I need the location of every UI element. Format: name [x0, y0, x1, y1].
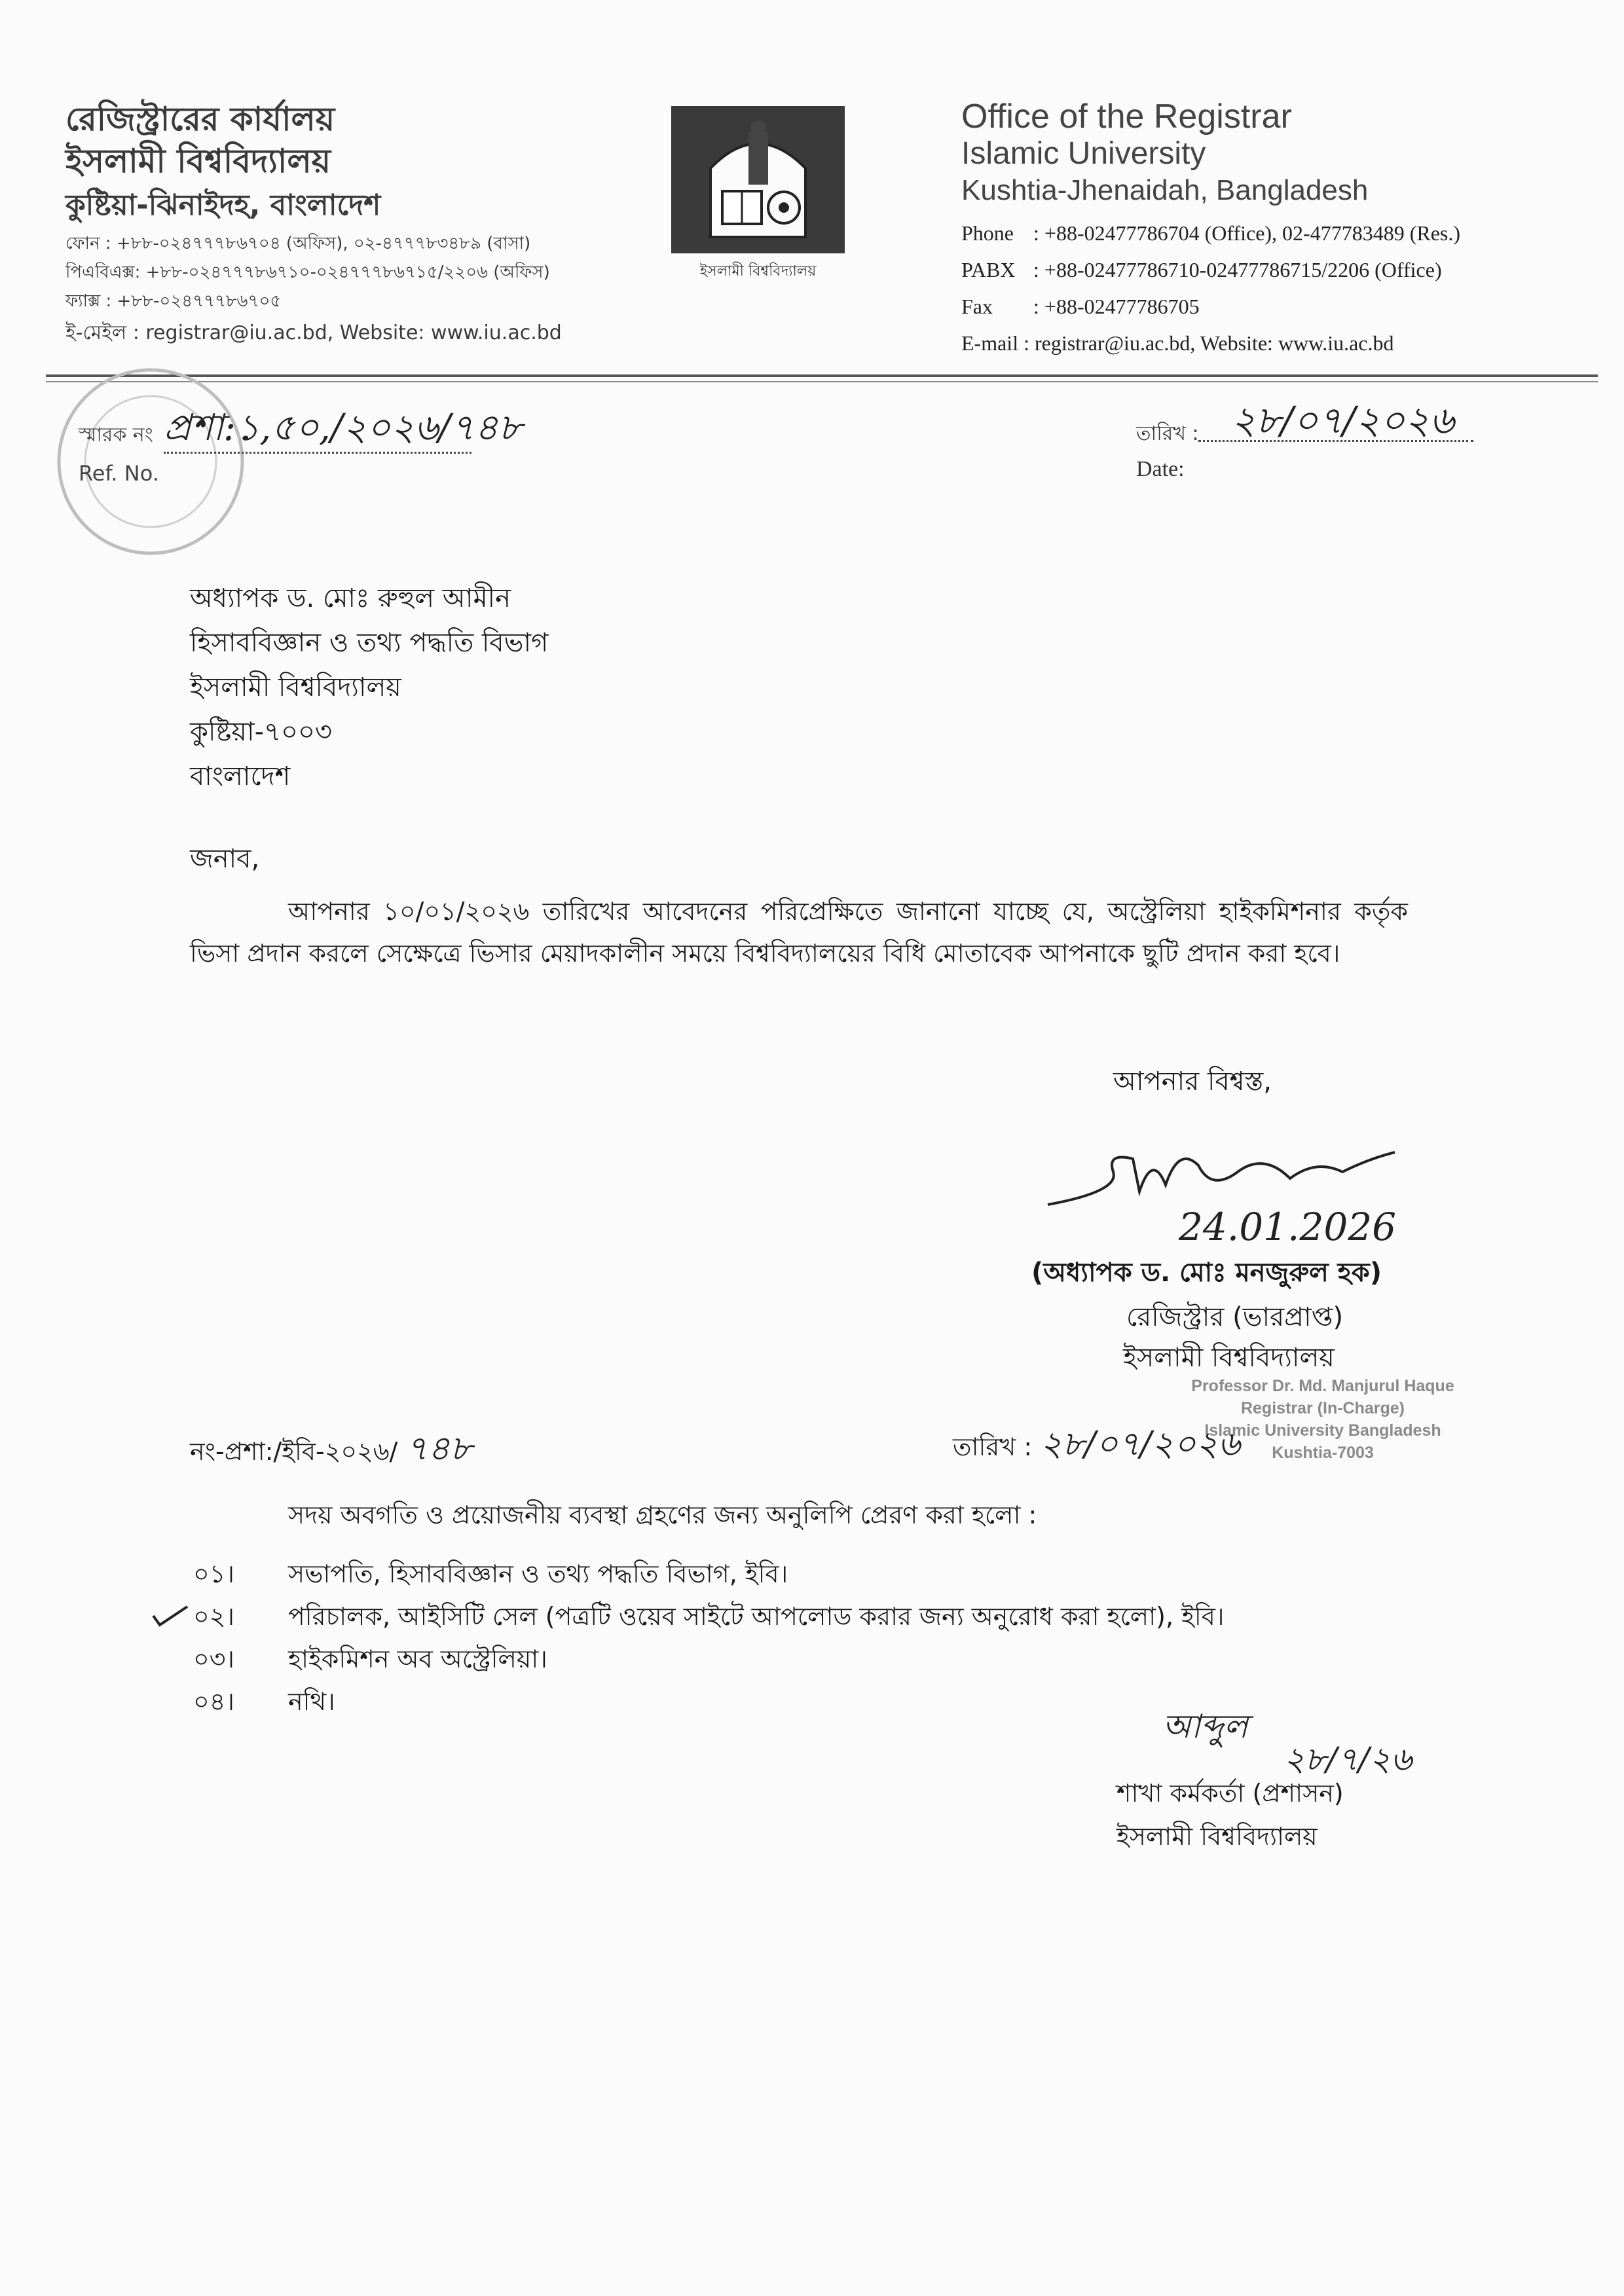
email-bn: ই-মেইল : registrar@iu.ac.bd, Website: www.iu.ac.bd: [65, 321, 562, 344]
stamp-title: Registrar (In-Charge): [1240, 1399, 1405, 1417]
letterhead-bn: [65, 98, 562, 351]
list-item-text: হাইকমিশন অব অস্ট্রেলিয়া।: [288, 1645, 547, 1673]
copy-intro: সদয় অবগতি ও প্রয়োজনীয় ব্যবস্থা গ্রহণের জন্য অনুলিপি প্রেরণ করা হলো :: [288, 1501, 1037, 1529]
list-item-text: পরিচালক, আইসিটি সেল (পত্রটি ওয়েব সাইটে আপলোড করার জন্য অনুরোধ করা হলো), ইবি।: [288, 1602, 1225, 1631]
signature-date: 24.01.2026: [1179, 1205, 1397, 1249]
recipient-university: ইসলামী বিশ্ববিদ্যালয়: [190, 672, 401, 702]
letterhead-contact-en: [961, 215, 1460, 361]
list-item-number: ০১।: [193, 1559, 234, 1588]
fax-en: : +88-02477786705: [1033, 295, 1200, 318]
header-divider: [46, 374, 1598, 377]
pabx-en-label: PABX: [961, 258, 1016, 282]
list-item-number: ০৩।: [193, 1645, 235, 1673]
signatory-institution: ইসলামী বিশ্ববিদ্যালয়: [1123, 1343, 1335, 1373]
list-item-number: ০৪।: [193, 1687, 234, 1716]
copy-date: [953, 1417, 1240, 1474]
officer-title: শাখা কর্মকর্তা (প্রশাসন): [1116, 1779, 1344, 1808]
stamp-city: Kushtia-7003: [1272, 1444, 1374, 1462]
location-en: Kushtia-Jhenaidah, Bangladesh: [961, 174, 1369, 206]
recipient-department: হিসাববিজ্ঞান ও তথ্য পদ্ধতি বিভাগ: [190, 628, 549, 658]
officer-date: ২৮/৭/২৬: [1283, 1740, 1412, 1778]
ref-label-bn: স্মারক নং: [79, 424, 153, 446]
officer-initial: আব্দুল: [1162, 1707, 1248, 1745]
office-name-bn: রেজিস্ট্রারের কার্যালয়: [65, 100, 335, 138]
date-label-en: Date:: [1136, 457, 1185, 481]
copy-date-label: তারিখ :: [953, 1432, 1033, 1461]
phone-bn: ফোন : +৮৮-০২৪৭৭৭৮৬৭০৪ (অফিস), ০২-৪৭৭৭৮৩৪৮৯ (বাসা): [65, 234, 531, 253]
letter-body: আপনার ১০/০১/২০২৬ তারিখের আবেদনের পরিপ্রেক্ষিতে জানানো যাচ্ছে যে, অস্ট্রেলিয়া হাইকমিশনার কর্তৃক ভিসা প্রদান করলে সেক্ষেত্রে ভিসার মেয়াদকালীন সময়ে বিশ্ববিদ্যালয়ের বিধি মোতাবেক আপনাকে ছুটি প্রদান করা হবে।: [190, 897, 1408, 968]
copy-number-hand: ৭৪৮: [405, 1429, 472, 1468]
list-item-text: নথি।: [288, 1687, 335, 1716]
copy-number: [190, 1422, 472, 1479]
university-emblem-icon: [671, 106, 845, 253]
checkmark-icon: [151, 1603, 190, 1629]
email-en: E-mail : registrar@iu.ac.bd, Website: www.iu.ac.bd: [961, 331, 1394, 355]
stamp-institution: Islamic University Bangladesh: [1204, 1421, 1441, 1440]
header-divider-thin: [46, 381, 1598, 382]
logo-caption: ইসলামী বিশ্ববিদ্যালয়: [699, 263, 817, 280]
salutation: জনাব,: [190, 844, 260, 874]
recipient-city: কুষ্টিয়া-৭০০৩: [190, 717, 333, 747]
pabx-bn: পিএবিএক্স: +৮৮-০২৪৭৭৭৮৬৭১০-০২৪৭৭৭৮৬৭১৫/২২০৬ (অফিস): [65, 263, 550, 282]
list-item-text: সভাপতি, হিসাববিজ্ঞান ও তথ্য পদ্ধতি বিভাগ, ইবি।: [288, 1559, 788, 1588]
copy-number-label: নং-প্রশা:/ইবি-২০২৬/: [190, 1437, 398, 1466]
university-name-bn: ইসলামী বিশ্ববিদ্যালয়: [65, 142, 331, 180]
signatory-title: রেজিস্ট্রার (ভারপ্রাপ্ত): [1126, 1302, 1344, 1332]
date-label-bn: তারিখ :: [1136, 422, 1199, 445]
location-bn: কুষ্টিয়া-ঝিনাইদহ, বাংলাদেশ: [65, 189, 381, 222]
letterhead-en: [961, 97, 1368, 210]
recipient-country: বাংলাদেশ: [190, 761, 291, 792]
signatory-name: (অধ্যাপক ড. মোঃ মনজুরুল হক): [1031, 1258, 1382, 1288]
copy-date-hand: ২৮/০৭/২০২৬: [1040, 1425, 1240, 1464]
letter-date: ২৮/০৭/২০২৬: [1231, 398, 1454, 443]
fax-bn: ফ্যাক্স : +৮৮-০২৪৭৭৭৮৬৭০৫: [65, 291, 282, 311]
pabx-en-row: [961, 251, 1460, 288]
closing: আপনার বিশ্বস্ত,: [1113, 1066, 1272, 1097]
phone-en-label: Phone: [961, 221, 1014, 245]
pabx-en: : +88-02477786710-02477786715/2206 (Office): [1033, 258, 1442, 282]
stamp-name: Professor Dr. Md. Manjurul Haque: [1191, 1377, 1454, 1395]
officer-institution: ইসলামী বিশ্ববিদ্যালয়: [1116, 1822, 1318, 1851]
ref-label-en: Ref. No.: [79, 461, 159, 486]
ref-number: প্রশা:১,৫০,/২০২৬/৭৪৮: [164, 407, 523, 449]
university-name-en: Islamic University: [961, 136, 1206, 171]
list-item-number: ০২।: [193, 1602, 235, 1631]
recipient-block: [190, 576, 548, 799]
recipient-name: অধ্যাপক ড. মোঃ রুহুল আমীন: [190, 583, 511, 613]
fax-en-row: [961, 288, 1460, 325]
fax-en-label: Fax: [961, 295, 993, 318]
office-name-en: Office of the Registrar: [961, 98, 1292, 136]
phone-en: : +88-02477786704 (Office), 02-477783489 (Res.): [1033, 221, 1461, 245]
university-logo: [671, 106, 845, 280]
phone-en-row: [961, 215, 1460, 251]
